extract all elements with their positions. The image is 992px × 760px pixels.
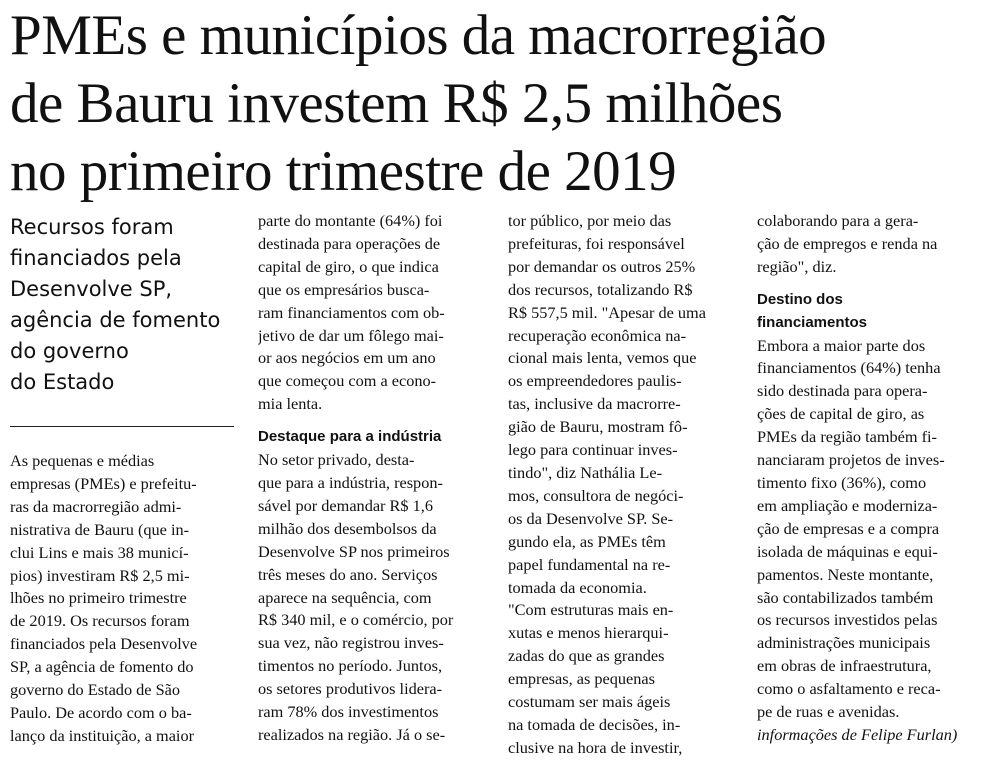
body-text-line: "Com estruturas mais en- (508, 600, 674, 620)
body-text-line: sável por demandar R$ 1,6 (258, 495, 433, 515)
body-text-line: por demandar os outros 25% (508, 256, 696, 276)
body-text-line: capital de giro, o que indica (258, 256, 439, 276)
headline-line: de Bauru investem R$ 2,5 milhões (10, 72, 783, 135)
body-text-line: As pequenas e médias (10, 451, 155, 470)
body-text-line: Paulo. De acordo com o ba- (10, 702, 192, 722)
body-text-line: pios) investiram R$ 2,5 mi- (10, 565, 190, 585)
body-text-line: tomada da economia. (508, 577, 647, 597)
body-text-line: milhão dos desembolsos da (258, 518, 437, 538)
body-text-line: or aos negócios em um ano (258, 348, 436, 368)
body-text-line: aparece na sequência, com (258, 587, 432, 607)
body-column-1 (10, 450, 242, 748)
body-text-line: pamentos. Neste montante, (757, 564, 934, 584)
body-text-line: em obras de infraestrutura, (757, 656, 932, 676)
dek-divider (10, 426, 234, 427)
body-text-line: No setor privado, desta- (258, 450, 415, 470)
body-text-line: clui Lins e mais 38 municí- (10, 542, 189, 562)
body-text-line: costumam ser mais ágeis (508, 692, 671, 712)
body-text-line: financiamentos (64%) tenha (757, 358, 941, 378)
body-text-line: isolada de máquinas e equi- (757, 541, 938, 561)
body-text-line: ram 78% dos investimentos (258, 702, 439, 722)
body-text-line: recuperação econômica na- (508, 325, 687, 345)
headline-line: PMEs e municípios da macrorregião (10, 4, 827, 67)
body-text-line: mos, consultora de negóci- (508, 485, 684, 505)
body-text-line: tas, inclusive da macrorre- (508, 394, 681, 414)
body-text-line: os da Desenvolve SP. Se- (508, 508, 674, 528)
body-column-4 (757, 210, 989, 747)
body-text-line: nanciaram projetos de inves- (757, 450, 945, 470)
body-text-line: os empreendedores paulis- (508, 371, 682, 391)
body-text-line: ção de empregos e renda na (757, 233, 938, 253)
dek-line: Desenvolve SP, (10, 277, 173, 301)
body-text-line: sua vez, não registrou inves- (258, 633, 444, 653)
body-text-line: lego para continuar inves- (508, 440, 678, 460)
body-text-line: administrações municipais (757, 633, 931, 653)
body-text-line: gião de Bauru, mostram fô- (508, 417, 688, 437)
body-text-line: R$ 557,5 mil. "Apesar de uma (508, 302, 706, 322)
body-text-line: PMEs da região também fi- (757, 427, 937, 447)
body-text-line: dos recursos, totalizando R$ (508, 279, 693, 299)
photo-credit: informações de Felipe Furlan) (757, 724, 958, 744)
dek-line: do governo (10, 339, 129, 363)
body-text-line: ram financiamentos com ob- (258, 302, 445, 322)
body-column-3 (508, 210, 740, 760)
body-text-line: empresas (PMEs) e prefeitu- (10, 473, 197, 493)
headline-line: no primeiro trimestre de 2019 (10, 140, 677, 203)
body-text-line: nistrativa de Bauru (que in- (10, 519, 190, 539)
body-text-line: que os empresários busca- (258, 279, 430, 299)
body-text-line: em ampliação e moderniza- (757, 495, 938, 515)
body-text-line: ções de capital de giro, as (757, 404, 925, 424)
body-text-line: são contabilizados também (757, 587, 934, 607)
body-text-line: sido destinada para opera- (757, 381, 928, 401)
body-text-line: os setores produtivos lidera- (258, 679, 443, 699)
body-text-line: parte do montante (64%) foi (258, 211, 443, 230)
body-text-line: três meses do ano. Serviços (258, 564, 438, 584)
body-text-line: governo do Estado de São (10, 680, 181, 700)
body-text-line: clusive na hora de investir, (508, 737, 683, 757)
body-text-line: timentos no período. Juntos, (258, 656, 443, 676)
body-text-line: lanço da instituição, a maior (10, 725, 195, 745)
body-text-line: R$ 340 mil, e o comércio, por (258, 610, 454, 630)
body-text-line: como o asfaltamento e reca- (757, 679, 941, 699)
body-text-line: colaborando para a gera- (757, 211, 919, 230)
body-text-line: pe de ruas e avenidas. (757, 702, 900, 722)
body-text-line: gundo ela, as PMEs têm (508, 531, 666, 551)
body-text-line: papel fundamental na re- (508, 554, 671, 574)
body-text-line: financiados pela Desenvolve (10, 634, 198, 654)
body-text-line: timento fixo (36%), como (757, 472, 927, 492)
body-text-line: mia lenta. (258, 394, 323, 414)
body-text-line: na tomada de decisões, in- (508, 714, 681, 734)
body-text-line: destinada para operações de (258, 233, 441, 253)
body-text-line: tor público, por meio das (508, 211, 672, 230)
dek-line: Recursos foram (10, 215, 174, 239)
body-text-line: xutas e menos hierarqui- (508, 623, 669, 643)
subheading-line: Destino dos (757, 290, 843, 308)
body-text-line: que começou com a econo- (258, 371, 437, 391)
body-text-line: realizados na região. Já o se- (258, 724, 446, 744)
section-spacer (258, 416, 490, 426)
body-text-line: SP, a agência de fomento do (10, 657, 194, 677)
headline (10, 2, 985, 206)
dek-line: agência de fomento (10, 308, 221, 332)
body-text-line: os recursos investidos pelas (757, 610, 938, 630)
body-text-line: Desenvolve SP nos primeiros (258, 541, 450, 561)
body-text-line: lhões no primeiro trimestre (10, 588, 187, 608)
dek-summary (10, 212, 240, 398)
dek-line: do Estado (10, 370, 115, 394)
body-text-line: ção de empresas e a compra (757, 518, 940, 538)
body-text-line: zadas do que as grandes (508, 646, 665, 666)
body-text-line: de 2019. Os recursos foram (10, 611, 190, 631)
section-spacer (757, 279, 989, 289)
subheading: Destaque para a indústria (258, 428, 442, 446)
body-column-2 (258, 210, 490, 747)
body-text-line: Embora a maior parte dos (757, 335, 926, 355)
body-text-line: cional mais lenta, vemos que (508, 348, 697, 368)
body-text-line: empresas, as pequenas (508, 669, 655, 689)
body-text-line: região", diz. (757, 256, 837, 276)
dek-line: financiados pela (10, 246, 182, 270)
body-text-line: ras da macrorregião admi- (10, 496, 182, 516)
body-text-line: que para a indústria, respon- (258, 472, 443, 492)
subheading-line: financiamentos (757, 313, 868, 331)
body-text-line: tindo", diz Nathália Le- (508, 462, 663, 482)
body-text-line: prefeituras, foi responsável (508, 233, 685, 253)
body-text-line: jetivo de dar um fôlego mai- (258, 325, 444, 345)
